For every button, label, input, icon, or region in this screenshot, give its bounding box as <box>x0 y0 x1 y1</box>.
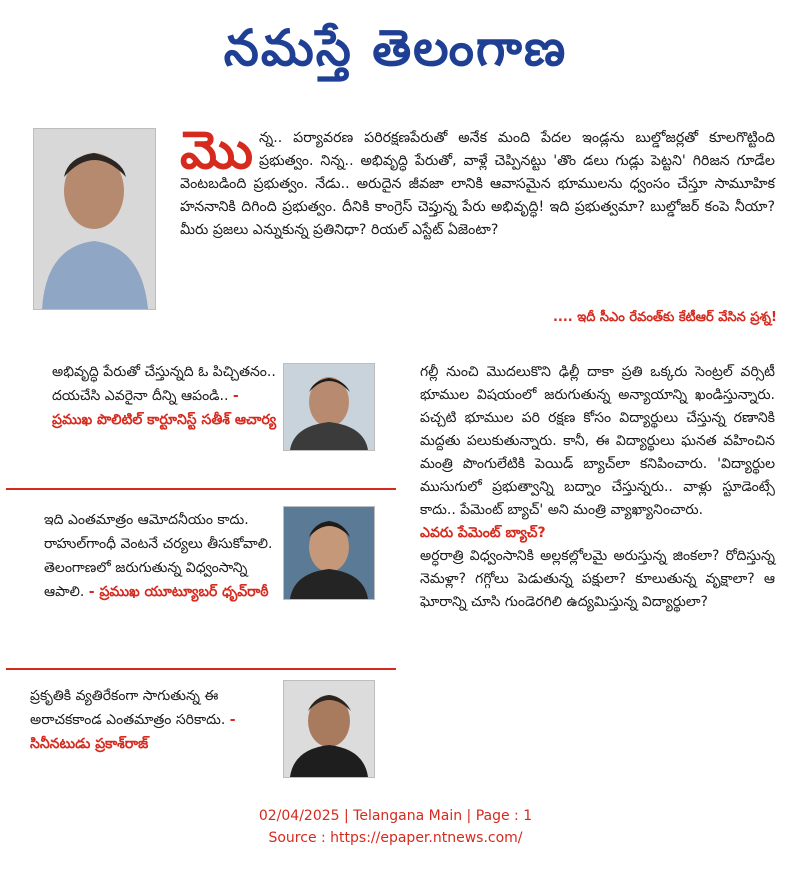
footer-source-link[interactable]: Source : https://epaper.ntnews.com/ <box>268 830 523 846</box>
quote-3-text: ప్రకృతికి వ్యతిరేకంగా సాగుతున్న ఈ అరాచకకాండ ఎంతమాత్రం సరికాదు. <box>30 688 226 728</box>
quote-1-text: అభివృద్ధి పేరుతో చేస్తున్నది ఓ పిచ్చితనం.. దయచేసి ఎవరైనా దీన్ని ఆపండి.. <box>52 364 276 404</box>
quote-1 <box>52 360 282 432</box>
quote-photo-3 <box>283 680 375 778</box>
masthead-title: నమస్తే తెలంగాణ <box>223 19 568 77</box>
right-column-article <box>420 361 775 614</box>
quote-divider-2 <box>6 668 396 670</box>
quote-2-text: ఇది ఎంతమాత్రం ఆమోదనీయం కాదు. రాహుల్‌గాంధీ వెంటనే చర్యలు తీసుకోవాలి. తెలంగాణలో జరుగుతున్న విధ్వంసాన్ని ఆపాలి. <box>44 512 273 600</box>
quote-3-speaker: - సినీనటుడు ప్రకాశ్‌రాజ్ <box>30 712 236 752</box>
quote-2 <box>44 508 284 604</box>
footer-date-line: 02/04/2025 | Telangana Main | Page : 1 <box>258 808 533 824</box>
right-subhead: ఎవరు పేమెంట్ బ్యాచ్? <box>420 525 546 541</box>
quote-3 <box>30 684 282 756</box>
quote-photo-1 <box>283 363 375 451</box>
quote-divider-1 <box>6 488 396 490</box>
quote-1-speaker: - ప్రముఖ పొలిటిల్ కార్టూనిస్ట్ సతీశ్ ఆచార్య <box>52 388 277 428</box>
quote-photo-2 <box>283 506 375 600</box>
lead-photo <box>33 128 156 310</box>
quote-2-speaker: - ప్రముఖ యూట్యూబర్ ధృవ్‌రాఠీ <box>88 584 269 600</box>
lead-article <box>180 121 775 242</box>
lead-body-text: న్న.. పర్యావరణ పరిరక్షణపేరుతో అనేక మంది పేదల ఇండ్లను బుల్డోజర్లతో కూలగొట్టింది ప్రభుత్వం. నిన్న.. అభివృద్ధి పేరుతో, వాళ్లే చెప్పినట్టు 'తొం డలు గుడ్లు పెట్టని' గిరిజన గూడేల వెంటబడింది ప్రభుత్వం. నేడు.. అరుదైన జీవజా లానికి ఆవాసమైన భూములను ధ్వంసం చేస్తూ సామూహిక హననానికి దిగింది ప్రభుత్వం. దీనికి కాంగ్రెస్ చెప్తున్న పేరు అభివృద్ధి! ఇది ప్రభుత్వమా? బుల్డోజర్ కంపె నీయా? మీరు ప్రజలు ఎన్నుకున్న ప్రతినిధా? రియల్ ఎస్టేట్ ఏజెంటా? <box>180 130 775 238</box>
right-paragraph-1: గల్లీ నుంచి మొదలుకొని ఢిల్లీ దాకా ప్రతి ఒక్కరు సెంట్రల్ వర్సిటీ భూముల విషయంలో జరుగుతున్న అన్యాయాన్ని ఖండిస్తున్నారు. పచ్చటి భూముల పరి రక్షణ కోసం విద్యార్థులు చేస్తున్న రణానికి మద్దతు పలుకుతున్నారు. కానీ, ఈ విద్యార్థులు ఘనత వహించిన మంత్రి పొంగులేటికి పెయిడ్ బ్యాచ్‌లా కనిపించారు. 'విద్యార్థుల ముసుగులో ప్రభుత్వాన్ని బద్నాం చేస్తున్నరు.. వాళ్లు స్టూడెంట్సే కాదు.. పేమెంట్ బ్యాచ్' అని మంత్రి వ్యాఖ్యానించారు. <box>420 364 775 518</box>
lead-attribution: .... ఇదీ సీఎం రేవంత్‌కు కేటీఆర్ వేసిన ప్రశ్న! <box>552 310 777 325</box>
right-paragraph-2: అర్ధరాత్రి విధ్వంసానికి అల్లకల్లోలమై అరుస్తున్న జింకలా? రోదిస్తున్న నెమళ్లా? గగ్గోలు పెడుతున్న పక్షులా? కూలుతున్న వృక్షాలా? ఆ ఘోరాన్ని చూసి గుండెరగిలి ఉద్యమిస్తున్న విద్యార్థులా? <box>420 548 775 610</box>
dropcap: మొ <box>180 121 254 181</box>
